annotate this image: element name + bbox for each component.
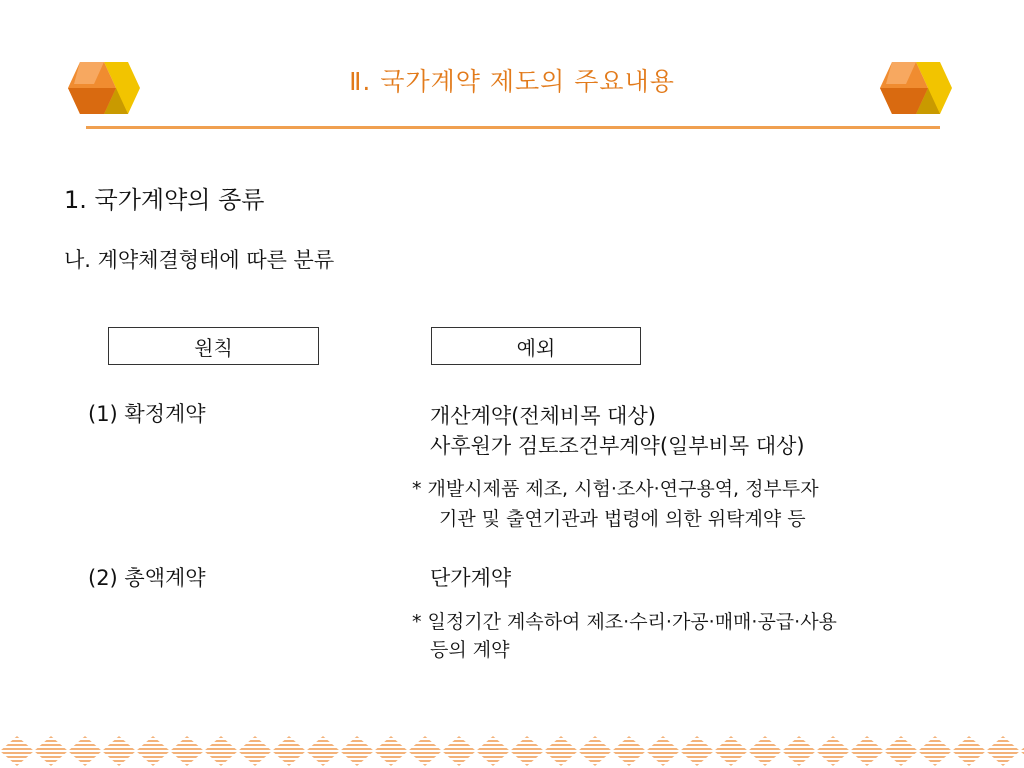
exception-header-label: 예외 [516, 335, 556, 360]
principle-item-2: (2) 총액계약 [88, 566, 206, 590]
header-divider [86, 126, 940, 129]
note-2-line2: 등의 계약 [430, 639, 510, 661]
cube-icon-right [878, 56, 960, 122]
principle-header-box [108, 327, 319, 365]
exception-item-1b: 사후원가 검토조건부계약(일부비목 대상) [430, 434, 805, 458]
principle-header-label: 원칙 [194, 335, 233, 360]
section-subtitle: 나. 계약체결형태에 따른 분류 [64, 248, 335, 272]
note-2-line1: * 일정기간 계속하여 제조·수리·가공·매매·공급·사용 [412, 611, 837, 633]
note-1-line2: 기관 및 출연기관과 법령에 의한 위탁계약 등 [439, 508, 806, 530]
exception-item-1a: 개산계약(전체비목 대상) [430, 404, 656, 428]
principle-item-1: (1) 확정계약 [88, 402, 206, 426]
decorative-diamond-band [0, 736, 1024, 766]
exception-item-2a: 단가계약 [430, 566, 512, 590]
page-title: Ⅱ. 국가계약 제도의 주요내용 [349, 67, 675, 96]
exception-header-box [431, 327, 641, 365]
note-1-line1: * 개발시제품 제조, 시험·조사·연구용역, 정부투자 [412, 478, 819, 500]
section-title: 1. 국가계약의 종류 [64, 186, 265, 214]
